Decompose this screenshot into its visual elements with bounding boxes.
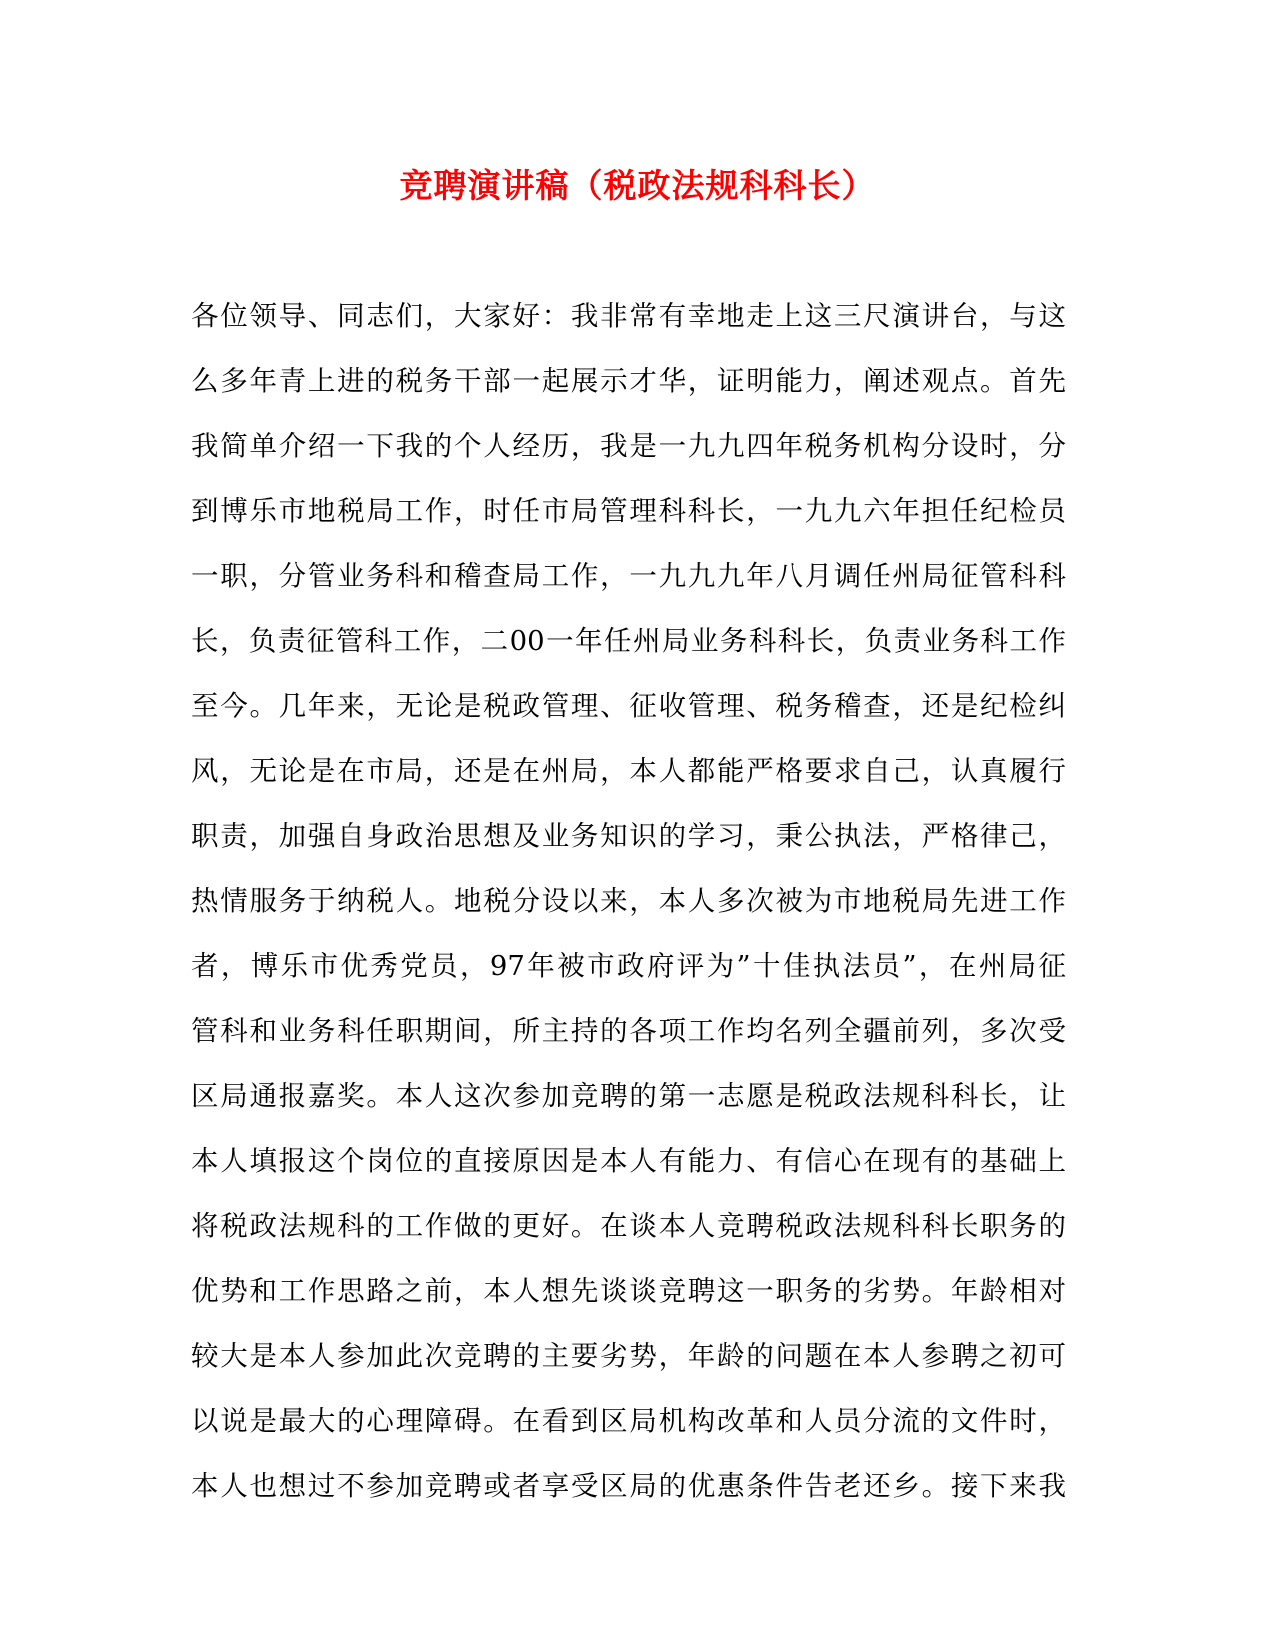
body-line: 风，无论是在市局，还是在州局，本人都能严格要求自己，认真履行 (191, 755, 1066, 787)
body-line: 区局通报嘉奖。本人这次参加竞聘的第一志愿是税政法规科科长，让 (191, 1080, 1066, 1112)
body-line: 热情服务于纳税人。地税分设以来，本人多次被为市地税局先进工作 (191, 885, 1066, 917)
body-line: 到博乐市地税局工作，时任市局管理科科长，一九九六年担任纪检员 (191, 495, 1066, 527)
document-body (191, 284, 1066, 1519)
body-line: 各位领导、同志们，大家好：我非常有幸地走上这三尺演讲台，与这 (191, 300, 1066, 332)
body-line: 本人也想过不参加竞聘或者享受区局的优惠条件告老还乡。接下来我 (191, 1470, 1066, 1502)
body-line: 较大是本人参加此次竞聘的主要劣势，年龄的问题在本人参聘之初可 (191, 1340, 1066, 1372)
body-line: 本人填报这个岗位的直接原因是本人有能力、有信心在现有的基础上 (191, 1145, 1066, 1177)
body-line: 职责，加强自身政治思想及业务知识的学习，秉公执法，严格律己， (191, 820, 1066, 852)
body-line: 以说是最大的心理障碍。在看到区局机构改革和人员分流的文件时， (191, 1405, 1066, 1437)
body-line: 管科和业务科任职期间，所主持的各项工作均名列全疆前列，多次受 (191, 1015, 1066, 1047)
body-line: 一职，分管业务科和稽查局工作，一九九九年八月调任州局征管科科 (191, 560, 1066, 592)
body-line: 长，负责征管科工作，二00一年任州局业务科科长，负责业务科工作 (191, 625, 1066, 657)
body-line: 将税政法规科的工作做的更好。在谈本人竞聘税政法规科科长职务的 (191, 1210, 1066, 1242)
body-line: 么多年青上进的税务干部一起展示才华，证明能力，阐述观点。首先 (191, 365, 1066, 397)
body-line: 者，博乐市优秀党员，97年被市政府评为”十佳执法员”，在州局征 (191, 950, 1066, 982)
body-line: 优势和工作思路之前，本人想先谈谈竞聘这一职务的劣势。年龄相对 (191, 1275, 1066, 1307)
document-title: 竞聘演讲稿（税政法规科科长） (399, 166, 876, 205)
body-line: 我简单介绍一下我的个人经历，我是一九九四年税务机构分设时，分 (191, 430, 1066, 462)
body-line: 至今。几年来，无论是税政管理、征收管理、税务稽查，还是纪检纠 (191, 690, 1066, 722)
